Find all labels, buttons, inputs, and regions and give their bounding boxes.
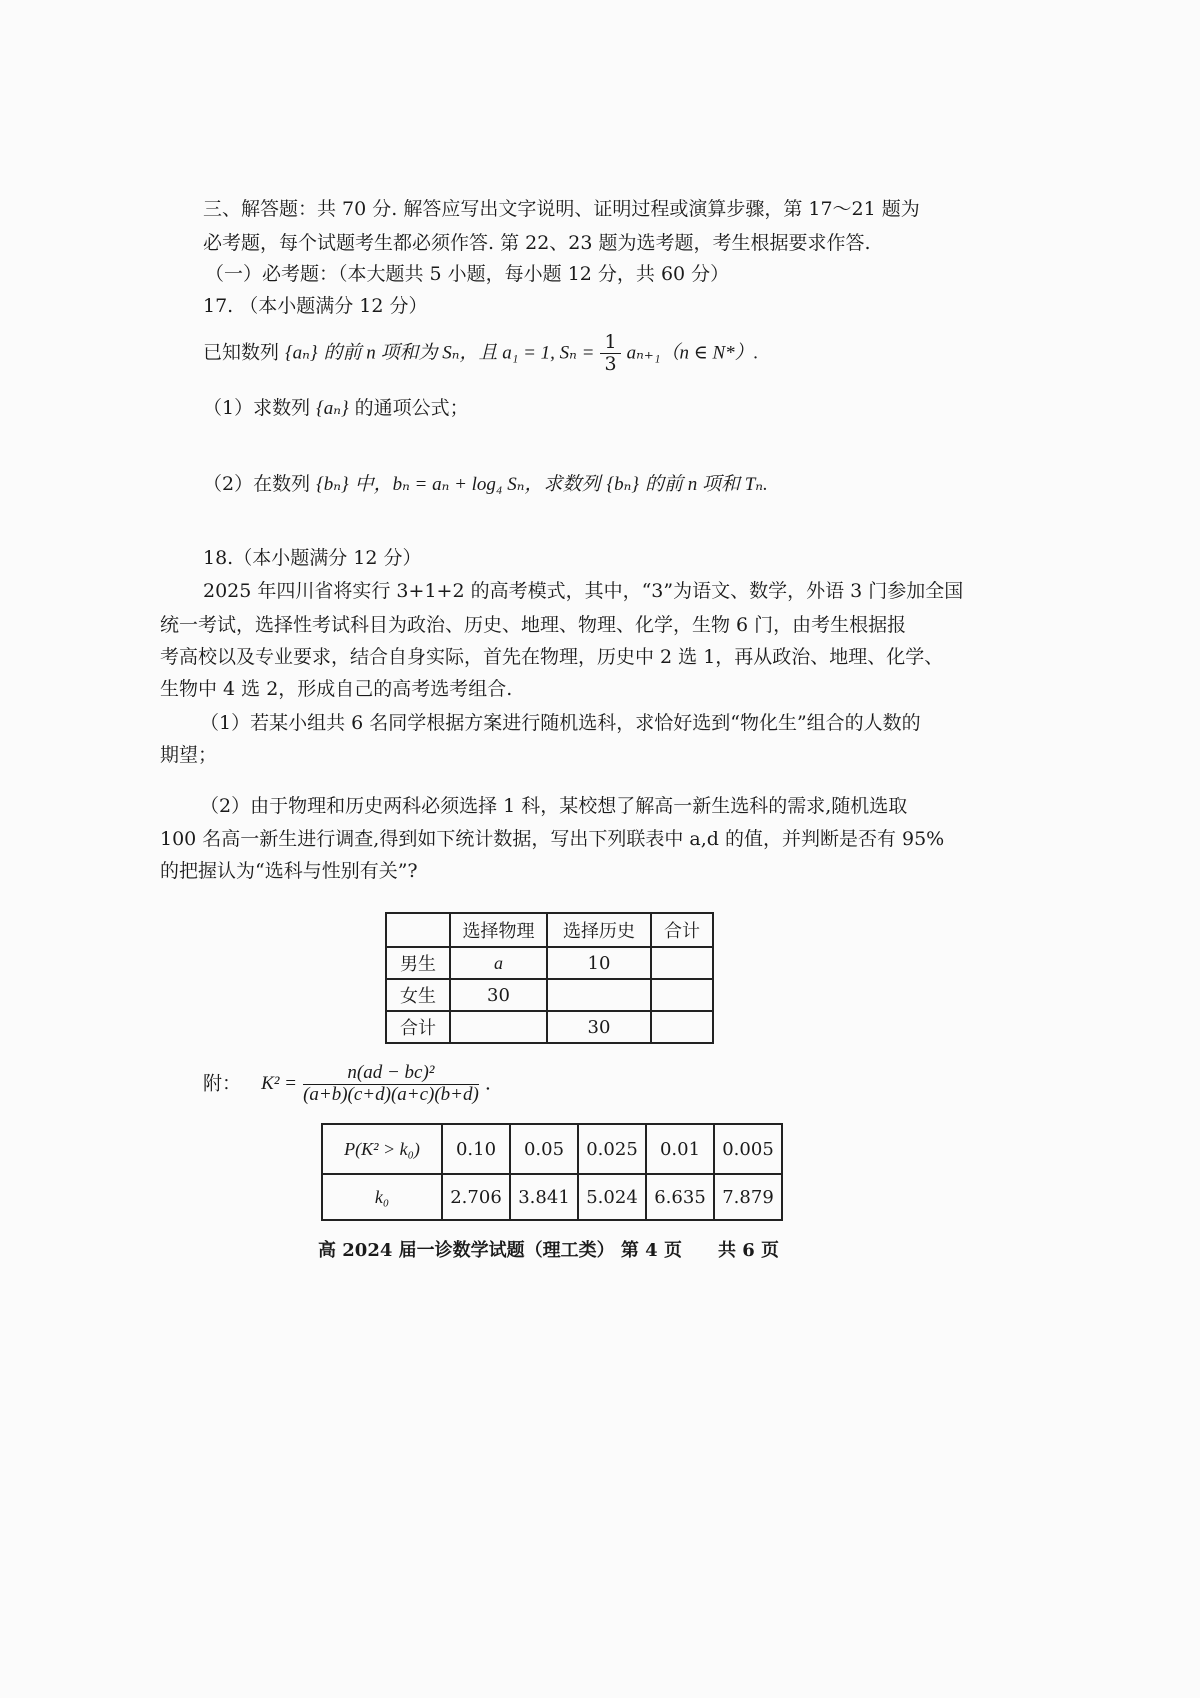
q18-paragraph-line3: 考高校以及专业要求，结合自身实际，首先在物理，历史中 2 选 1，再从政治、地理、化学、 <box>160 646 944 668</box>
q17-stem-text: 已知数列 <box>203 341 280 364</box>
q17-frac-num: 1 <box>600 332 620 354</box>
q17-part1-tail: 的通项公式； <box>354 397 469 419</box>
q17-part2-formula: 中，bₙ = aₙ + log₄ Sₙ，求数列 <box>354 474 601 495</box>
table-cell: a <box>450 947 547 979</box>
table-cell: 选择历史 <box>547 913 651 947</box>
table-cell: 30 <box>547 1011 651 1043</box>
page-footer: 高 2024 届一诊数学试题（理工类） 第 4 页 共 6 页 <box>318 1240 780 1261</box>
q17-stem-tail: aₙ₊₁（n ∈ N*）. <box>626 342 759 364</box>
table-cell: 女生 <box>386 979 450 1011</box>
table-cell: k₀ <box>322 1174 442 1220</box>
q18-part2-line2: 100 名高一新生进行调查,得到如下统计数据，写出下列联表中 a,d 的值，并判断是否有 95% <box>160 828 945 850</box>
table-cell: 10 <box>547 947 651 979</box>
section-instructions-line2: 必考题，每个试题考生都必须作答. 第 22、23 题为选考题，考生根据要求作答. <box>203 232 871 254</box>
q17-part2-seq2: {bₙ} <box>606 474 639 495</box>
q18-paragraph-line4: 生物中 4 选 2，形成自己的高考选考组合. <box>160 678 513 700</box>
q18-paragraph-line2: 统一考试，选择性考试科目为政治、历史、地理、物理、化学，生物 6 门，由考生根据报 <box>160 614 907 636</box>
table-row <box>386 1011 713 1043</box>
section-instructions-line1: 三、解答题：共 70 分. 解答应写出文字说明、证明过程或演算步骤，第 17～21 题为 <box>203 198 920 220</box>
formula-end: . <box>484 1072 491 1095</box>
formula-fraction <box>303 1063 479 1106</box>
table-cell: 5.024 <box>578 1174 646 1220</box>
table-cell: 0.05 <box>510 1124 578 1174</box>
q18-part1-line2: 期望； <box>160 744 218 766</box>
table-cell: 合计 <box>651 913 713 947</box>
table-cell <box>651 979 713 1011</box>
q17-stem-cond: 的前 n 项和为 Sₙ，且 a₁ = 1, Sₙ = <box>323 342 595 364</box>
contingency-table <box>385 912 714 1044</box>
table-cell <box>651 1011 713 1043</box>
q17-title: 17. （本小题满分 12 分） <box>203 295 428 317</box>
q17-fraction <box>600 332 620 375</box>
q17-part2-text: （2）在数列 <box>203 473 311 495</box>
q18-part2-line3: 的把握认为“选科与性别有关”? <box>160 860 418 882</box>
table-cell: 合计 <box>386 1011 450 1043</box>
table-cell <box>450 1011 547 1043</box>
table-cell <box>386 913 450 947</box>
q18-part1-line1: （1）若某小组共 6 名同学根据方案进行随机选科，求恰好选到“物化生”组合的人数的 <box>200 712 921 734</box>
q18-part2-line1: （2）由于物理和历史两科必须选择 1 科，某校想了解高一新生选科的需求,随机选取 <box>200 795 908 817</box>
table-cell: 3.841 <box>510 1174 578 1220</box>
table-row <box>322 1124 782 1174</box>
formula-denominator: (a+b)(c+d)(a+c)(b+d) <box>303 1083 479 1105</box>
q17-seq-a: {aₙ} <box>285 342 318 364</box>
table-cell: P(K² > k₀) <box>322 1124 442 1174</box>
table-cell: 30 <box>450 979 547 1011</box>
formula-numerator: n(ad − bc)² <box>303 1063 479 1085</box>
q17-part2-seq: {bₙ} <box>316 474 349 495</box>
table-cell: 0.025 <box>578 1124 646 1174</box>
q17-part2-tail: 的前 n 项和 Tₙ. <box>644 474 768 495</box>
critical-value-table <box>321 1123 783 1221</box>
q17-part1-text: （1）求数列 <box>203 397 311 419</box>
q17-part2 <box>203 473 768 497</box>
table-cell: 0.01 <box>646 1124 714 1174</box>
table-row <box>386 913 713 947</box>
table-cell: 7.879 <box>714 1174 782 1220</box>
formula-label: 附： <box>203 1072 242 1095</box>
formula-lhs: K² = <box>261 1073 298 1095</box>
q17-frac-den: 3 <box>604 352 617 375</box>
section-subheading: （一）必考题：（本大题共 5 小题，每小题 12 分，共 60 分） <box>205 263 730 285</box>
table-cell: 0.10 <box>442 1124 510 1174</box>
q17-part1-seq: {aₙ} <box>316 398 349 419</box>
table-cell <box>651 947 713 979</box>
table-cell <box>547 979 651 1011</box>
q17-part1 <box>203 397 469 421</box>
table-cell: 6.635 <box>646 1174 714 1220</box>
table-cell: 男生 <box>386 947 450 979</box>
table-row <box>322 1174 782 1220</box>
q18-paragraph-line1: 2025 年四川省将实行 3+1+2 的高考模式，其中，“3”为语文、数学，外语 3 门参加全国 <box>203 580 964 602</box>
table-cell: 选择物理 <box>450 913 547 947</box>
table-row <box>386 947 713 979</box>
table-cell: 0.005 <box>714 1124 782 1174</box>
formula <box>203 1063 491 1106</box>
q17-stem <box>203 332 758 375</box>
table-row <box>386 979 713 1011</box>
table-cell: 2.706 <box>442 1174 510 1220</box>
q18-title: 18.（本小题满分 12 分） <box>203 547 422 569</box>
